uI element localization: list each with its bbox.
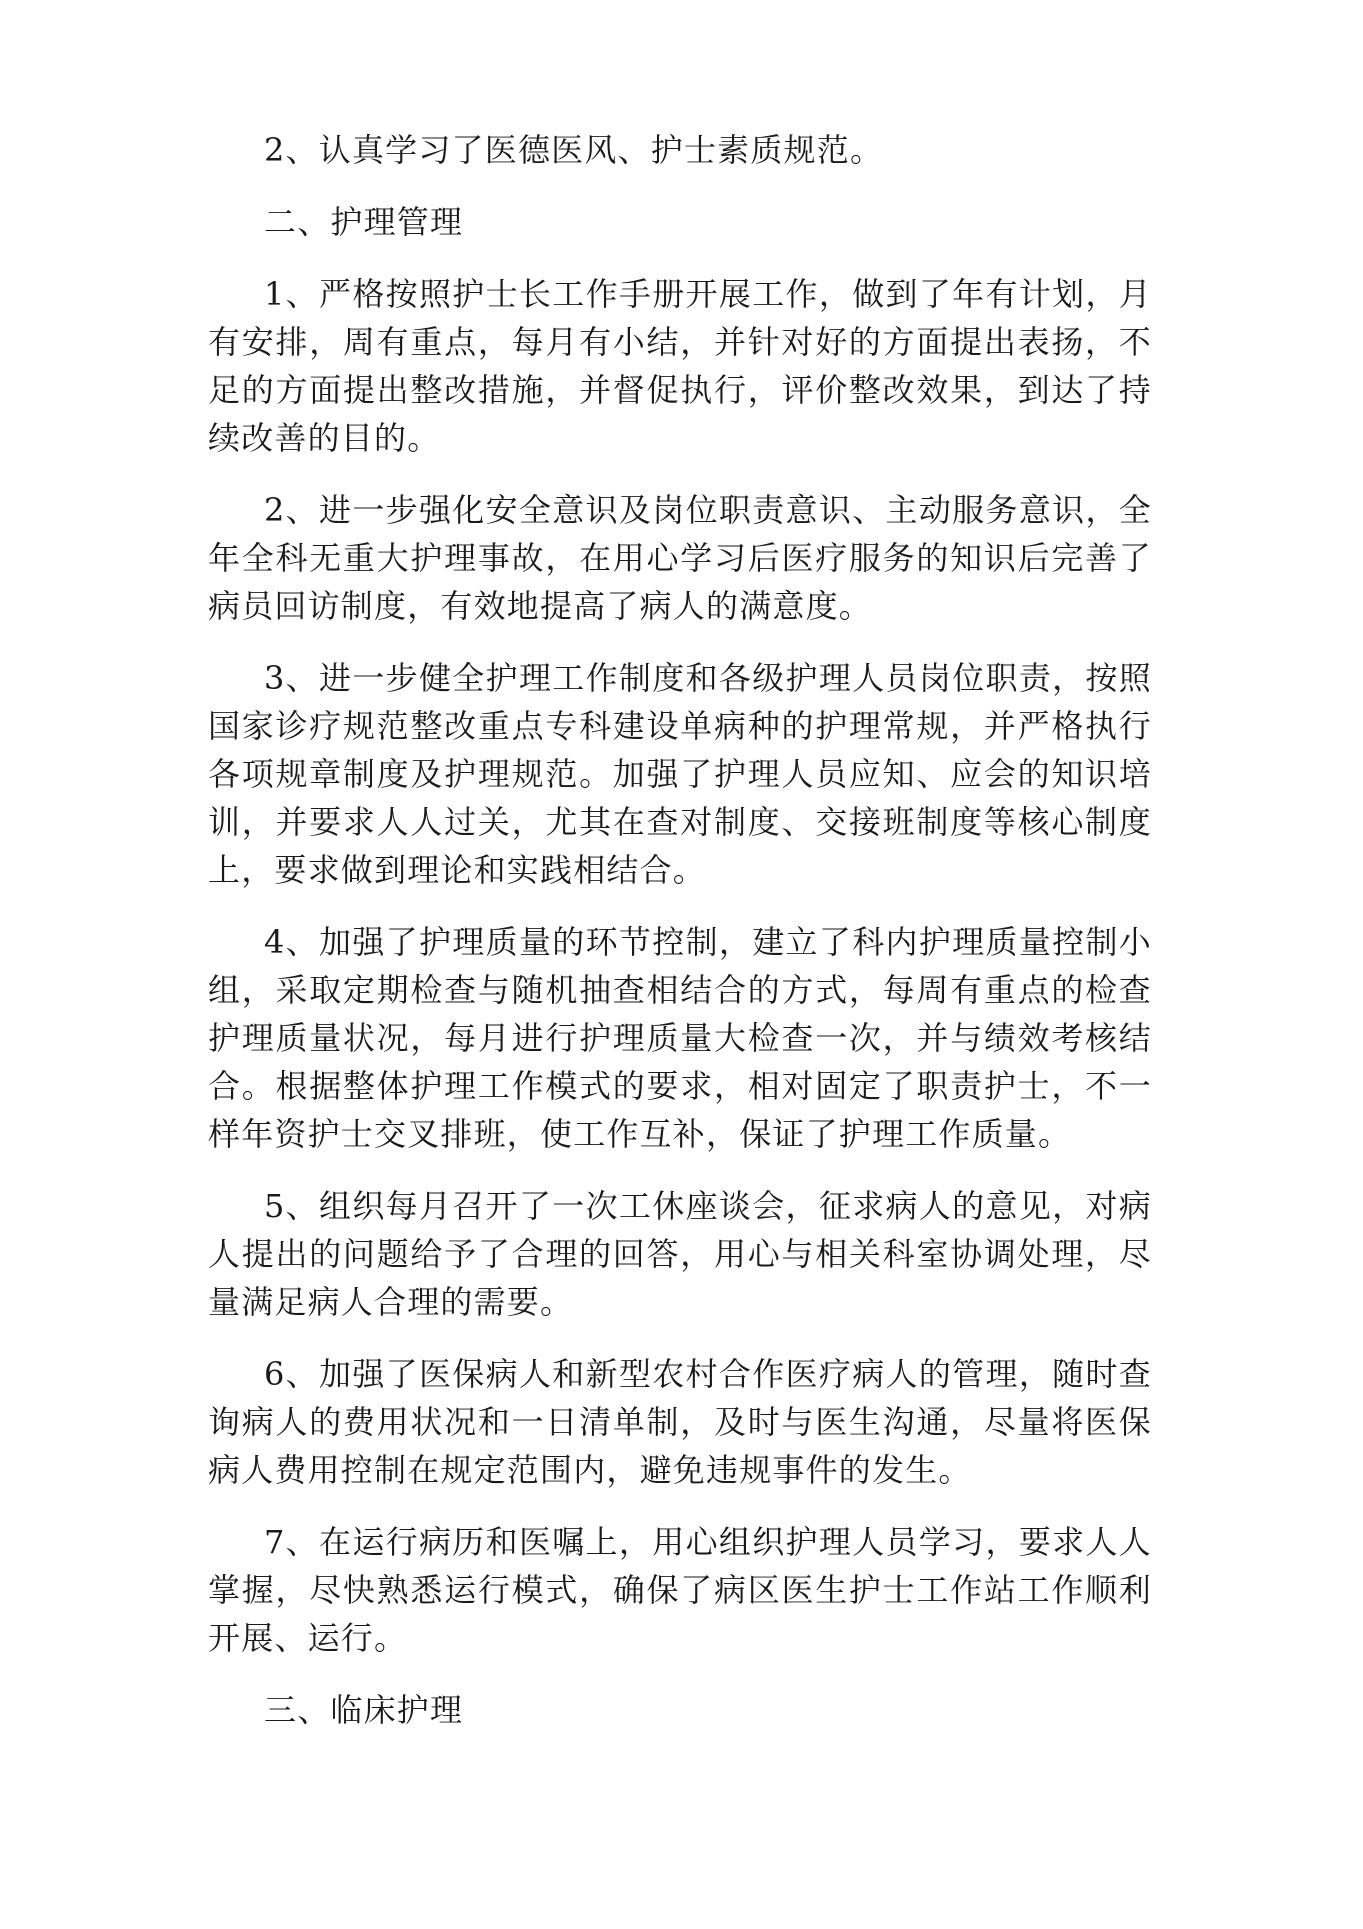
document-body: [208, 126, 1152, 1758]
paragraph-item-6: 6、加强了医保病人和新型农村合作医疗病人的管理，随时查询病人的费用状况和一日清单制，及时与医生沟通，尽量将医保病人费用控制在规定范围内，避免违规事件的发生。: [208, 1355, 1152, 1489]
section-heading-clinical-nursing: 三、临床护理: [264, 1691, 464, 1729]
paragraph-item-1: 1、严格按照护士长工作手册开展工作，做到了年有计划，月有安排，周有重点，每月有小结，并针对好的方面提出表扬，不足的方面提出整改措施，并督促执行，评价整改效果，到达了持续改善的目的。: [208, 275, 1152, 457]
paragraph-study-ethics: 2、认真学习了医德医风、护士素质规范。: [264, 131, 884, 169]
paragraph-item-3: 3、进一步健全护理工作制度和各级护理人员岗位职责，按照国家诊疗规范整改重点专科建设单病种的护理常规，并严格执行各项规章制度及护理规范。加强了护理人员应知、应会的知识培训，并要求人人过关，尤其在查对制度、交接班制度等核心制度上，要求做到理论和实践相结合。: [208, 659, 1152, 889]
paragraph-item-4: 4、加强了护理质量的环节控制，建立了科内护理质量控制小组，采取定期检查与随机抽查相结合的方式，每周有重点的检查护理质量状况，每月进行护理质量大检查一次，并与绩效考核结合。根据整体护理工作模式的要求，相对固定了职责护士，不一样年资护士交叉排班，使工作互补，保证了护理工作质量。: [208, 923, 1152, 1153]
paragraph-item-2: 2、进一步强化安全意识及岗位职责意识、主动服务意识，全年全科无重大护理事故，在用心学习后医疗服务的知识后完善了病员回访制度，有效地提高了病人的满意度。: [208, 491, 1152, 625]
paragraph-item-7: 7、在运行病历和医嘱上，用心组织护理人员学习，要求人人掌握，尽快熟悉运行模式，确保了病区医生护士工作站工作顺利开展、运行。: [208, 1523, 1152, 1657]
section-heading-nursing-management: 二、护理管理: [264, 203, 464, 241]
paragraph-item-5: 5、组织每月召开了一次工休座谈会，征求病人的意见，对病人提出的问题给予了合理的回答，用心与相关科室协调处理，尽量满足病人合理的需要。: [208, 1187, 1152, 1321]
